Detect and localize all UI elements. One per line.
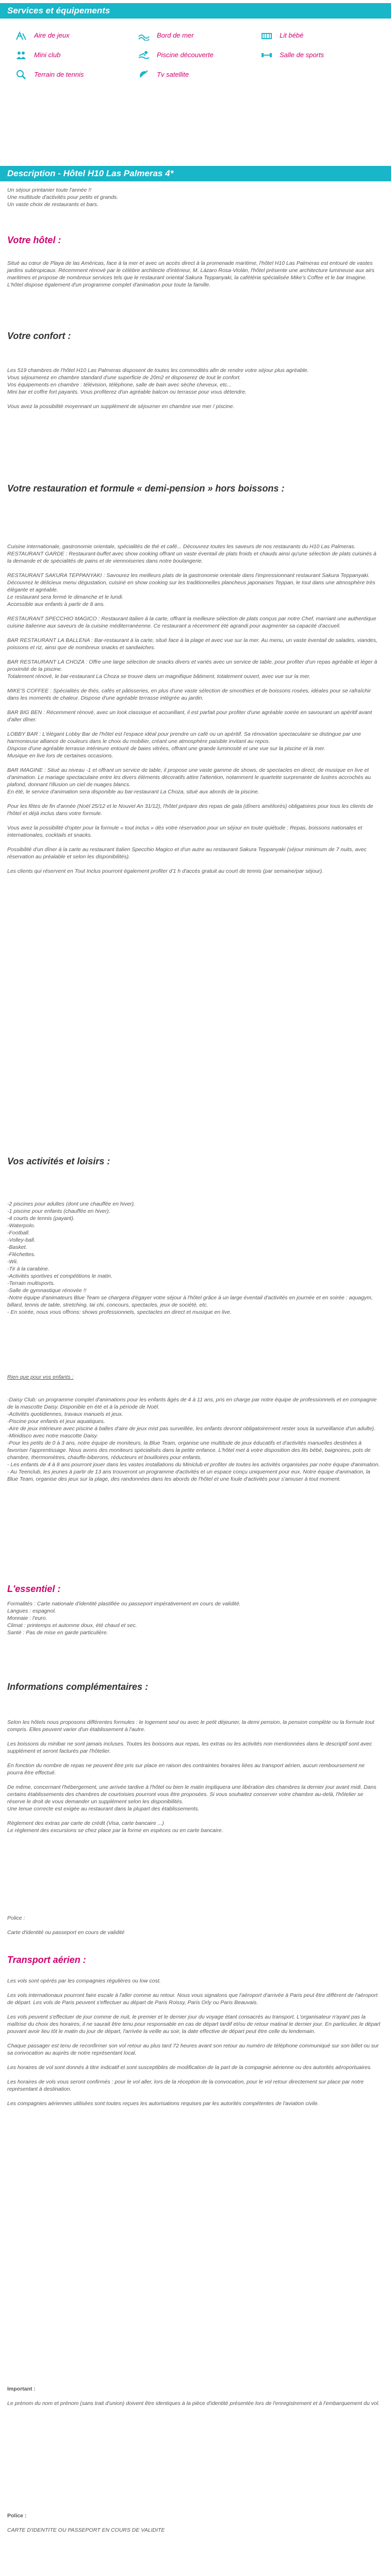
- service-label: Lit bébé: [280, 31, 304, 39]
- restaurant-line: LOBBY BAR : L'élégant Lobby Bar de l'hôtel est l'espace idéal pour prendre un café ou un apéritif. Sa rénovation spectaculaire se distingue par une harmonieuse alliance de couleurs dans le choix du mobilier, créant une atmosphère paisible invitant au repos.: [7, 731, 361, 744]
- service-label: Tv satellite: [157, 71, 189, 78]
- transport-line: [7, 1985, 382, 1992]
- gym-icon: [261, 50, 272, 60]
- comfort-line: Mini bar et coffre fort payants. Vous profiterez d'un agréable balcon ou terrasse pour vous détendre.: [7, 389, 247, 395]
- service-label: Mini club: [34, 51, 61, 59]
- restaurant-line: Accessible aux enfants à partir de 8 ans.: [7, 601, 105, 607]
- transport-line: [7, 2071, 382, 2078]
- intro-line: Une multitude d'activités pour petits et grands.: [7, 194, 119, 200]
- kids-line: -Minidisco avec notre mascotte Daisy.: [7, 1433, 99, 1439]
- transport-line: [7, 2093, 382, 2100]
- restaurant-heading: Votre restauration et formule « demi-pension » hors boissons :: [7, 483, 285, 494]
- info-line: [7, 1776, 382, 1784]
- info-line: Une tenue correcte est exigée au restaurant dans la plupart des établissements.: [7, 1806, 200, 1812]
- police1-block: [7, 1914, 382, 1936]
- activity-line: -Wii.: [7, 1259, 18, 1265]
- activity-line: -Volley-ball.: [7, 1237, 36, 1243]
- comfort-line: Vous séjournerez en chambre standard d'une superficie de 20m2 et disposerez de tout le confort.: [7, 375, 241, 381]
- transport-text: [7, 1977, 382, 2107]
- hotel-text: [7, 260, 382, 289]
- activity-line: -4 courts de tennis (payant).: [7, 1215, 75, 1222]
- restaurant-line: [7, 860, 382, 868]
- restaurant-line: Possibilité d'un dîner à la carte au restaurant Italien Specchio Magico et d'un autre au restaurant Sakura Teppanyaki (séjour minimum de 7 nuits, avec réservation au préalable et selon les disponibilités).: [7, 846, 367, 860]
- service-label: Piscine découverte: [157, 51, 214, 59]
- transport-line: Les compagnies aériennes utilisées sont toutes reçues les autorisations requises par les autorités compétentes de l'aviation civile.: [7, 2100, 319, 2107]
- restaurant-text: [7, 543, 382, 875]
- police1-label: Police :: [7, 1915, 25, 1921]
- info-line: Le règlement des excursions se chez place par la forme en espèces ou en carte bancaire.: [7, 1827, 223, 1834]
- restaurant-line: Le restaurant sera fermé le dimanche et le lundi.: [7, 594, 124, 600]
- restaurant-line: [7, 839, 382, 846]
- essentials-text: [7, 1600, 382, 1636]
- service-label: Terrain de tennis: [34, 71, 84, 78]
- restaurant-line: MIKE'S COFFEE : Spécialités de thés, cafés et pâtisseries, en plus d'une vaste sélection de smoothies et de boissons rosées, idéales pour se rafraîchir dans les moments de chaleur. Dispose d'une agréable terrasse intégrée au jardin.: [7, 688, 371, 701]
- comfort-line: Les 519 chambres de l'hôtel H10 Las Palmeras disposent de toutes les commodités afin de rendre votre séjour plus agréable.: [7, 367, 309, 374]
- activity-line: -Salle de gymnastique rénovée !!: [7, 1287, 87, 1294]
- intro-line: Un vaste choix de restaurants et bars.: [7, 201, 99, 208]
- comfort-line: Vous avez la possibilité moyennant un supplément de séjourner en chambre vue mer / piscine.: [7, 403, 235, 410]
- restaurant-line: [7, 680, 382, 687]
- kids-line: - Au Teenclub, les jeunes à partir de 13 ans trouveront un programme d'activités et un espace conçu uniquement pour eux. Notre équipe d'animation, la Blue Team, organise des jeux sur la plage, des randonnées dans les abords de l'hôtel et une foule d'activités pour s'amuser à tout moment.: [7, 1469, 370, 1482]
- important-label: Important :: [7, 2386, 36, 2392]
- info-line: [7, 1755, 382, 1762]
- activity-line: -Notre équipe d'animateurs Blue Team se chargera d'égayer votre séjour à l'hôtel grâce à un large éventail d'activités en journée et en soirée : aquagym, billard, tennis de table, stretching, tai chi, concours, spectacles, jeux de société, etc.: [7, 1295, 373, 1308]
- restaurant-line: Cuisine internationale, gastronomie orientale, spécialités de thé et café... Découvrez toutes les saveurs de nos restaurants du H10 Las Palmeras.: [7, 544, 356, 550]
- activities-text: [7, 1200, 382, 1316]
- info-line: Selon les hôtels nous proposons différentes formules : le logement seul ou avec le petit déjeuner, la demi pension, la pension complète ou la formule tout compris. Elles peuvent varier d'un établissement à l'autre.: [7, 1719, 374, 1733]
- restaurant-line: Les clients qui réservent en Tout Inclus pourront également profiter d'1 h d'accès gratuit au court de tennis (par semaine/par séjour).: [7, 868, 323, 874]
- restaurant-line: [7, 702, 382, 709]
- service-label: Salle de sports: [280, 51, 324, 59]
- baby-crib-icon: [261, 30, 272, 41]
- info-line: Règlement des extras par carte de crédit (Visa, carte bancaire ...): [7, 1820, 164, 1826]
- info-text: [7, 1719, 382, 1834]
- restaurant-line: RESTAURANT SAKURA TEPPANYAKI : Savourez les meilleurs plats de la gastronomie orientale dans l'impressionnant restaurant Sakura Teppanyaki. Découvrez le délicieux menu dégustation, cuisiné en show cooking sur les traditionnelles plancheus japonaises Teppan, le tout dans une atmosphère très élégante et agréable.: [7, 572, 376, 593]
- essentials-line: Langues : espagnol.: [7, 1608, 56, 1614]
- restaurant-line: En été, le service d'animation sera disponible au bar-restaurant La Choza, situé aux abords de la piscine.: [7, 789, 259, 795]
- kids-line: -Pour les petits de 0 à 3 ans, notre équipe de moniteurs, la Blue Team, organise une multitude de jeux éducatifs et d'activités manuelles destinées à favoriser l'apprentissage. Nous avons des moniteurs spécialisés dans la petite enfance. L'hôtel met à votre disposition des lits bébé, baignoires, pots de chambre, thermomètres, chauffe-biberons, réducteurs et bouilloires pour enfants.: [7, 1440, 371, 1461]
- transport-line: [7, 2006, 382, 2013]
- description-header: Description - Hôtel H10 Las Palmeras 4*: [0, 166, 391, 181]
- restaurant-line: Pour les fêtes de fin d'année (Noël 25/12 et le Nouvel An 31/12), l'hôtel prépare des repas de gala (dîners améliorés) obligatoires pour tous les clients de l'hôtel et déjà inclus dans votre formule.: [7, 803, 373, 817]
- service-label: Aire de jeux: [34, 31, 70, 39]
- intro-text: [7, 187, 382, 208]
- comfort-heading: Votre confort :: [7, 331, 71, 341]
- info-line: [7, 1733, 382, 1740]
- outdoor-pool-icon: [138, 50, 150, 60]
- essentials-line: Formalités : Carte nationale d'identité plastifiée ou passeport impérativement en cours de validité.: [7, 1601, 241, 1607]
- restaurant-line: [7, 608, 382, 615]
- mini-club-icon: [15, 50, 27, 60]
- kids-line: -Activités quotidiennes, travaux manuels et jeux.: [7, 1411, 123, 1417]
- kids-heading: [7, 1374, 382, 1381]
- restaurant-line: RESTAURANT GARDE : Restaurant-buffet avec show cooking offrant un vaste éventail de plats froids et chauds ainsi qu'une sélection de plats cuisinés à la demande et de spécialités de pains et de viennoiseries dans notre boulangerie.: [7, 551, 377, 564]
- restaurant-line: Dispose d'une agréable terrasse intérieure entouré de baies vitrées, offrant une grande luminosité et une vue sur la piscine et la mer.: [7, 745, 325, 752]
- restaurant-line: [7, 565, 382, 572]
- info-line: Les boissons du minibar ne sont jamais incluses. Toutes les boissons aux repas, les extras ou les activités non mentionnées dans le descriptif sont avec supplément et seront facturés par l'hôtelier.: [7, 1741, 372, 1754]
- essentials-line: Climat : printemps et automne doux, été chaud et sec.: [7, 1622, 137, 1629]
- activity-line: -Football.: [7, 1230, 30, 1236]
- important-block: [7, 2385, 382, 2407]
- transport-line: Les vols peuvent s'effectuer de jour comme de nuit, le premier et le dernier jour du voyage étant consacrés au transport. L'organisateur n'ayant pas la maîtrise du choix des horaires, il ne saurait être tenu pour responsable en cas de départ tardif et/ou de retour matinal le dernier jour. En particulier, le départ pouvant avoir lieu tôt le matin du jour de départ, l'arrivée la veille au soir, la date effective de départ peut être celle du lendemain.: [7, 2014, 381, 2035]
- essentials-line: Santé : Pas de mise en garde particulière.: [7, 1630, 108, 1636]
- activity-line: -1 piscine pour enfants (chauffée en hiver).: [7, 1208, 110, 1214]
- kids-line: -Aire de jeux intérieure avec piscine à balles d'aire de jeux mist pas surveillée, les enfants devront obligatoirement rester sous la surveillance d'un adulte).: [7, 1426, 376, 1432]
- seaside-icon: [138, 30, 150, 41]
- activity-line: -2 piscines pour adultes (dont une chauffée en hiver).: [7, 1201, 136, 1207]
- activity-line: - En soirée, nous vous offrons: shows professionnels, spectacles en direct et musique en live.: [7, 1309, 232, 1315]
- restaurant-line: BAR RESTAURANT LA CHOZA : Offre une large sélection de snacks divers et variés avec un service de table, pour profiter d'un repas agréable et léger à proximité de la piscine.: [7, 659, 378, 672]
- restaurant-line: BAR RESTAURANT LA BALLENA : Bar-restaurant à la carte, situé face à la plage et avec vue sur la mer. Au menu, un vaste éventail de salades, viandes, poissons et riz, ainsi que de nombreux snacks et sandwiches.: [7, 637, 378, 651]
- tennis-icon: [15, 70, 27, 80]
- police1-value: Carte d'identité ou passeport en cours de validité: [7, 1929, 125, 1936]
- restaurant-line: [7, 817, 382, 824]
- police2-block: [7, 2512, 382, 2534]
- transport-line: [7, 2057, 382, 2064]
- transport-heading: Transport aérien :: [7, 1955, 86, 1965]
- kids-line: -Piscine pour enfants et jeux aquatiques.: [7, 1418, 105, 1425]
- essentials-heading: L'essentiel :: [7, 1584, 61, 1594]
- activity-line: -Activités sportives et compétitions le matin.: [7, 1273, 112, 1279]
- activity-line: -Basket.: [7, 1244, 27, 1250]
- restaurant-line: BAR IMAGINE : Situé au niveau -1 et offrant un service de table, il propose une vaste gamme de shows, de spectacles en direct, de musique en live et d'animation. Le mariage spectaculaire entre les divers éléments décoratifs attire l'attention, notamment le quartette surprenante de lustres accrochés au plafond, donnant l'illusion un ciel de nuages blancs.: [7, 767, 371, 788]
- restaurant-line: [7, 630, 382, 637]
- info-line: En fonction du nombre de repas ne peuvent être pris sur place en raison des contraintes horaires liées au transport aérien, aucun remboursement ne pourra être effectué.: [7, 1762, 365, 1776]
- comfort-line: Vos équipements en chambre : télévision, téléphone, salle de bain avec sèche cheveux, etc...: [7, 382, 232, 388]
- activity-line: -Terrain multisports.: [7, 1280, 55, 1286]
- info-line: De même, concernant l'hébergement, une arrivée tardive à l'hôtel ou bien le matin impliquera une libération des chambres la dernier jour avant midi. Dans certains établissements des chambres de courtoisies pourront vous être proposées. Si vous souhaitez conserver votre chambre au-delà, l'hôtelier se réserve le droit de vous demander un supplément selon les disponibilités.: [7, 1784, 377, 1805]
- services-header: Services et équipements: [0, 3, 391, 19]
- police2-value: CARTE D'IDENTITE OU PASSEPORT EN COURS DE VALIDITE: [7, 2527, 165, 2533]
- info-line: [7, 1812, 382, 1820]
- intro-line: Un séjour printanier toute l'année !!: [7, 187, 92, 193]
- restaurant-line: [7, 759, 382, 767]
- police2-label: Police :: [7, 2513, 27, 2519]
- transport-line: [7, 2035, 382, 2042]
- activities-heading: Vos activités et loisirs :: [7, 1156, 110, 1166]
- kids-line: - Les enfants de 4 à 8 ans pourront jouer dans les vastes installations du Miniclub et profiter de toutes les activités organisées par notre équipe d'animation.: [7, 1462, 380, 1468]
- service-label: Bord de mer: [157, 31, 194, 39]
- transport-line: Les horaires de vol sont donnés à titre indicatif et sont susceptibles de modification de la part de la compagnie aérienne ou des autorités aéroportuaires.: [7, 2064, 372, 2071]
- restaurant-line: Vous avez la possibilité d'opter pour la formule « tout inclus » dès votre réservation pour un séjour en toute quiétude : Repas, boissons nationales et internationales, cocktails et snacks.: [7, 825, 363, 838]
- restaurant-line: Totalement rénové, le bar-restaurant La Choza se trouve dans un magnifique bâtiment, totalement ouvert, avec vue sur la mer.: [7, 673, 311, 680]
- restaurant-line: Musique en live lors de certaines occasions.: [7, 753, 113, 759]
- transport-line: Les vols sont opérés par les compagnies régulières ou low cost.: [7, 1978, 161, 1984]
- playground-icon: [15, 30, 27, 41]
- restaurant-line: [7, 795, 382, 803]
- hotel-paragraph: Situé au cœur de Playa de las Américas, face à la mer et avec un accès direct à la promenade maritime, l'hôtel H10 Las Palmeras est entouré de vastes jardins subtropicaux. Récemment rénové par le célèbre architecte d'intérieur, M. Lázaro Rosa-Violán, l'hôtel présente une architecture lumineuse aux airs maritimes et propose de nombreux services tels que le restaurant oriental Sakura Teppanyaki, la cafétéria spécialisée Mike's Coffee et le bar Imagine. L'hôtel dispose également d'un programme complet d'animation pour toute la famille.: [7, 260, 374, 288]
- info-heading: Informations complémentaires :: [7, 1682, 149, 1692]
- activity-line: -Fléchettes.: [7, 1251, 36, 1258]
- restaurant-line: [7, 651, 382, 658]
- restaurant-line: RESTAURANT SPECCHIO MAGICO : Restaurant italien à la carte, offrant la meilleure sélection de plats conçus par notre Chef, marriant une authentique cuisine italienne aux saveurs de la cuisine méditerranéenne. Ce restaurant a récemment été agrandi pour augmenter sa capacité d'accueil.: [7, 616, 377, 629]
- restaurant-line: BAR BIG BEN : Récemment rénové, avec un look classique et accueillant, il est parfait pour profiter d'une agréable soirée en savourant un apéritif avant d'aller dîner.: [7, 709, 372, 723]
- comfort-text: [7, 367, 382, 410]
- transport-line: Les vols internationaux pourront faire escale à l'aller comme au retour. Nous vous signalons que l'aéroport d'arrivée à Paris peut être différent de l'aéroport de départ. Les vols de Paris peuvent s'effectuer au départ de Paris Roissy, Paris Orly ou Paris Beauvais.: [7, 1992, 378, 2006]
- satellite-tv-icon: [138, 70, 150, 80]
- activity-line: -Waterpolo.: [7, 1223, 36, 1229]
- restaurant-line: [7, 723, 382, 731]
- activity-line: -Tir à la carabine.: [7, 1266, 50, 1272]
- important-value: Le prénom du nom et prénom (sans trait d'union) doivent être identiques à la pièce d'identité présentée lors de l'enregistrement et à l'embarquement du vol.: [7, 2400, 380, 2406]
- hotel-heading: Votre hôtel :: [7, 235, 61, 245]
- kids-heading-label: Rien que pour vos enfants :: [7, 1374, 74, 1380]
- kids-text: [7, 1396, 382, 1483]
- transport-line: Chaque passager est tenu de reconfirmer son vol retour au plus tard 72 heures avant son retour au numéro de téléphone communiqué sur son billet ou sur sa convocation au auprès de notre représentant local.: [7, 2043, 379, 2056]
- essentials-line: Monnaie : l'euro.: [7, 1615, 47, 1621]
- kids-line: -Daisy Club: un programme complet d'animations pour les enfants âgés de 4 à 11 ans, pris en charge par notre équipe de professionnels et en compagnie de la mascotte Daisy. Disponible en été et à la période de Noël.: [7, 1397, 377, 1410]
- transport-line: Les horaires de vols vous seront confirmés : pour le vol aller, lors de la réception de la convocation, pour le vol retour directement sur place par notre représentant à destination.: [7, 2079, 364, 2092]
- comfort-line: [7, 396, 382, 403]
